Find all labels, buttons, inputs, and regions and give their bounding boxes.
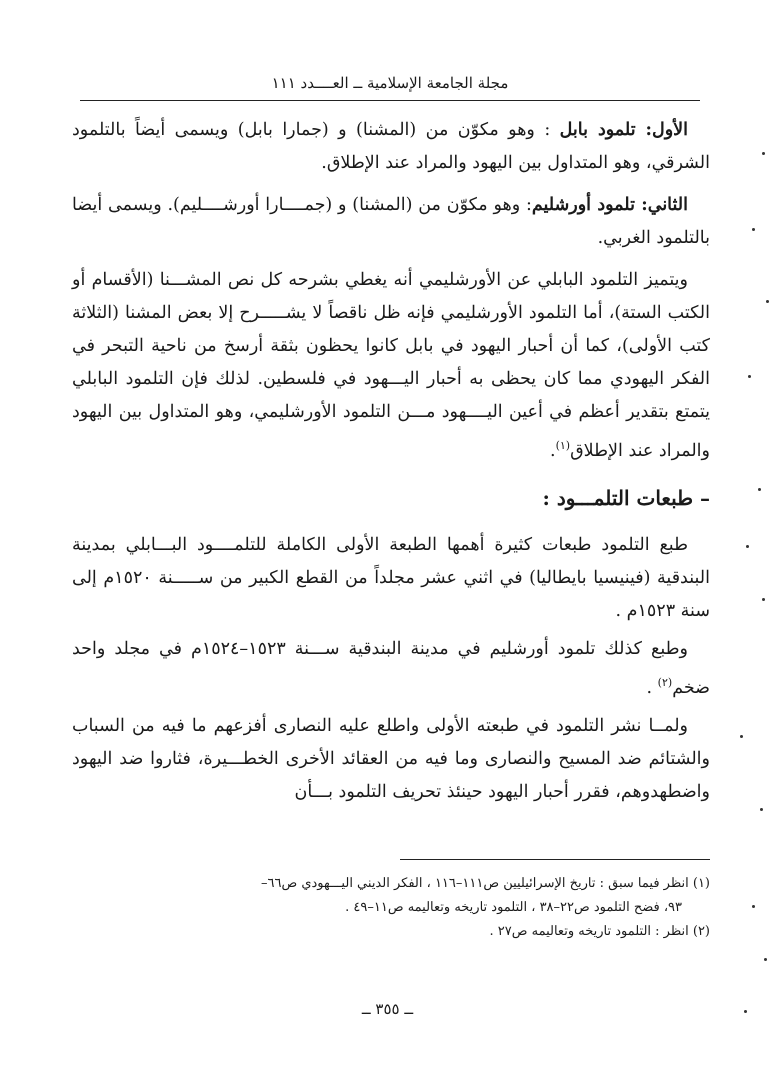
paragraph-comparison: ويتميز التلمود البابلي عن الأورشليمي أنه يغطي بشرحه كل نص المشـــنا (الأقسام أو الكتب الستة)، أما التلمود الأورشليمي فإنه ظل ناقصاً لا يشـــــرح إلا بعض المشنا (الثلاثة كتب الأولى)، كما أن أحبار اليهود في بابل كانوا يحظون بثقة أرسخ من ناحية التبحر في الفكر اليهودي مما كان يحظى به أحبار اليـــهود في فلسطين. لذلك فإن التلمود البابلي يتمتع بتقدير أعظم في أعين اليــــهود مـــن التلمود الأورشليمي، وهو المتداول بين اليهود والمراد عند الإطلاق$^{(١)}$. [72, 270, 710, 461]
paragraph-babylonian-talmud [72, 114, 710, 180]
page-number: ــ ٣٥٥ ــ [361, 1000, 414, 1018]
section-title-editions: – طبعات التلمـــود : [542, 485, 710, 510]
footnote-1-continuation: ٩٣، فضح التلمود ص٢٢–٣٨ ، التلمود تاريخه وتعاليمه ص١١–٤٩ . [345, 900, 682, 915]
paragraph-jerusalem-talmud [72, 189, 710, 255]
scan-speck [746, 545, 749, 548]
footnote-ref-2[interactable]: (٢) [657, 675, 673, 689]
footnotes [72, 872, 710, 944]
term-jerusalem-talmud: الثاني: تلمود أورشليم [531, 195, 688, 215]
footnote-1: (١) انظر فيما سبق : تاريخ الإسرائيليين ص١١١–١١٦ ، الفكر الديني اليـــهودي ص٦٦– [261, 876, 710, 891]
scan-speck [758, 488, 761, 491]
scan-speck [744, 1010, 747, 1013]
paragraph-text: وطبع كذلك تلمود أورشليم في مدينة البندقية ســـنة ١٥٢٣–١٥٢٤م في مجلد واحد ضخم [72, 638, 710, 698]
scan-speck [740, 735, 743, 738]
paragraph-jerusalem-edition: وطبع كذلك تلمود أورشليم في مدينة البندقية ســـنة ١٥٢٣–١٥٢٤م في مجلد واحد ضخم$^{(٢)}$ . [72, 638, 710, 698]
scan-speck [748, 375, 751, 378]
paragraph-text: طبع التلمود طبعات كثيرة أهمها الطبعة الأولى الكاملة للتلمــــود البـــابلي بمدينة البندقية (فينيسيا بايطاليا) في اثني عشر مجلداً من القطع الكبير من ســـــنة ١٥٢٠م إلى سنة ١٥٢٣م . [72, 534, 710, 621]
paragraph-text: ولمــا نشر التلمود في طبعته الأولى واطلع عليه النصارى أفزعهم ما فيه من السباب والشتائم ضد المسيح والنصارى وما فيه من العقائد الأخرى الخطـــيرة، فثاروا ضد اليهود واضطهدوهم، فقرر أحبار اليهود حينئذ تحريف التلمود بـــأن [72, 715, 710, 802]
footnote-rule [400, 859, 710, 860]
scan-speck [764, 958, 767, 961]
scan-speck [752, 228, 755, 231]
footnote-ref-1[interactable]: (١) [555, 439, 571, 452]
scan-speck [760, 808, 763, 811]
paragraph-text: : وهو مكوّن من (المشنا) و (جمارا بابل) ويسمى أيضاً بالتلمود الشرقي، وهو المتداول بين اليهود والمراد عند الإطلاق. [72, 120, 710, 173]
footnote-2: (٢) انظر : التلمود تاريخه وتعاليمه ص٢٧ . [489, 924, 710, 939]
running-header: مجلة الجامعة الإسلامية ــ العــــدد ١١١ [271, 74, 509, 92]
term-babylonian-talmud: الأول: تلمود بابل [559, 120, 688, 140]
body-text [72, 114, 710, 818]
header-rule [80, 100, 700, 101]
paragraph-text: : وهو مكوّن من (المشنا) و (جمــــارا أورشــــليم). ويسمى أيضا بالتلمود الغربي. [72, 195, 710, 248]
paragraph-text: ويتميز التلمود البابلي عن الأورشليمي أنه يغطي بشرحه كل نص المشـــنا (الأقسام أو الكتب الستة)، أما التلمود الأورشليمي فإنه ظل ناقصاً لا يشـــــرح إلا بعض المشنا (الثلاثة كتب الأولى)، كما أن أحبار اليهود في بابل كانوا يحظون بثقة أرسخ من ناحية التبحر في الفكر اليهودي مما كان يحظى به أحبار اليـــهود في فلسطين. لذلك فإن التلمود البابلي يتمتع بتقدير أعظم في أعين اليــــهود مـــن التلمود الأورشليمي، وهو المتداول بين اليهود والمراد عند الإطلاق [72, 270, 710, 461]
scan-speck [762, 598, 765, 601]
paragraph-venice-edition [72, 529, 710, 628]
scan-speck [752, 905, 755, 908]
scan-speck [762, 152, 765, 155]
scan-speck [766, 300, 769, 303]
paragraph-christian-reaction [72, 710, 710, 809]
